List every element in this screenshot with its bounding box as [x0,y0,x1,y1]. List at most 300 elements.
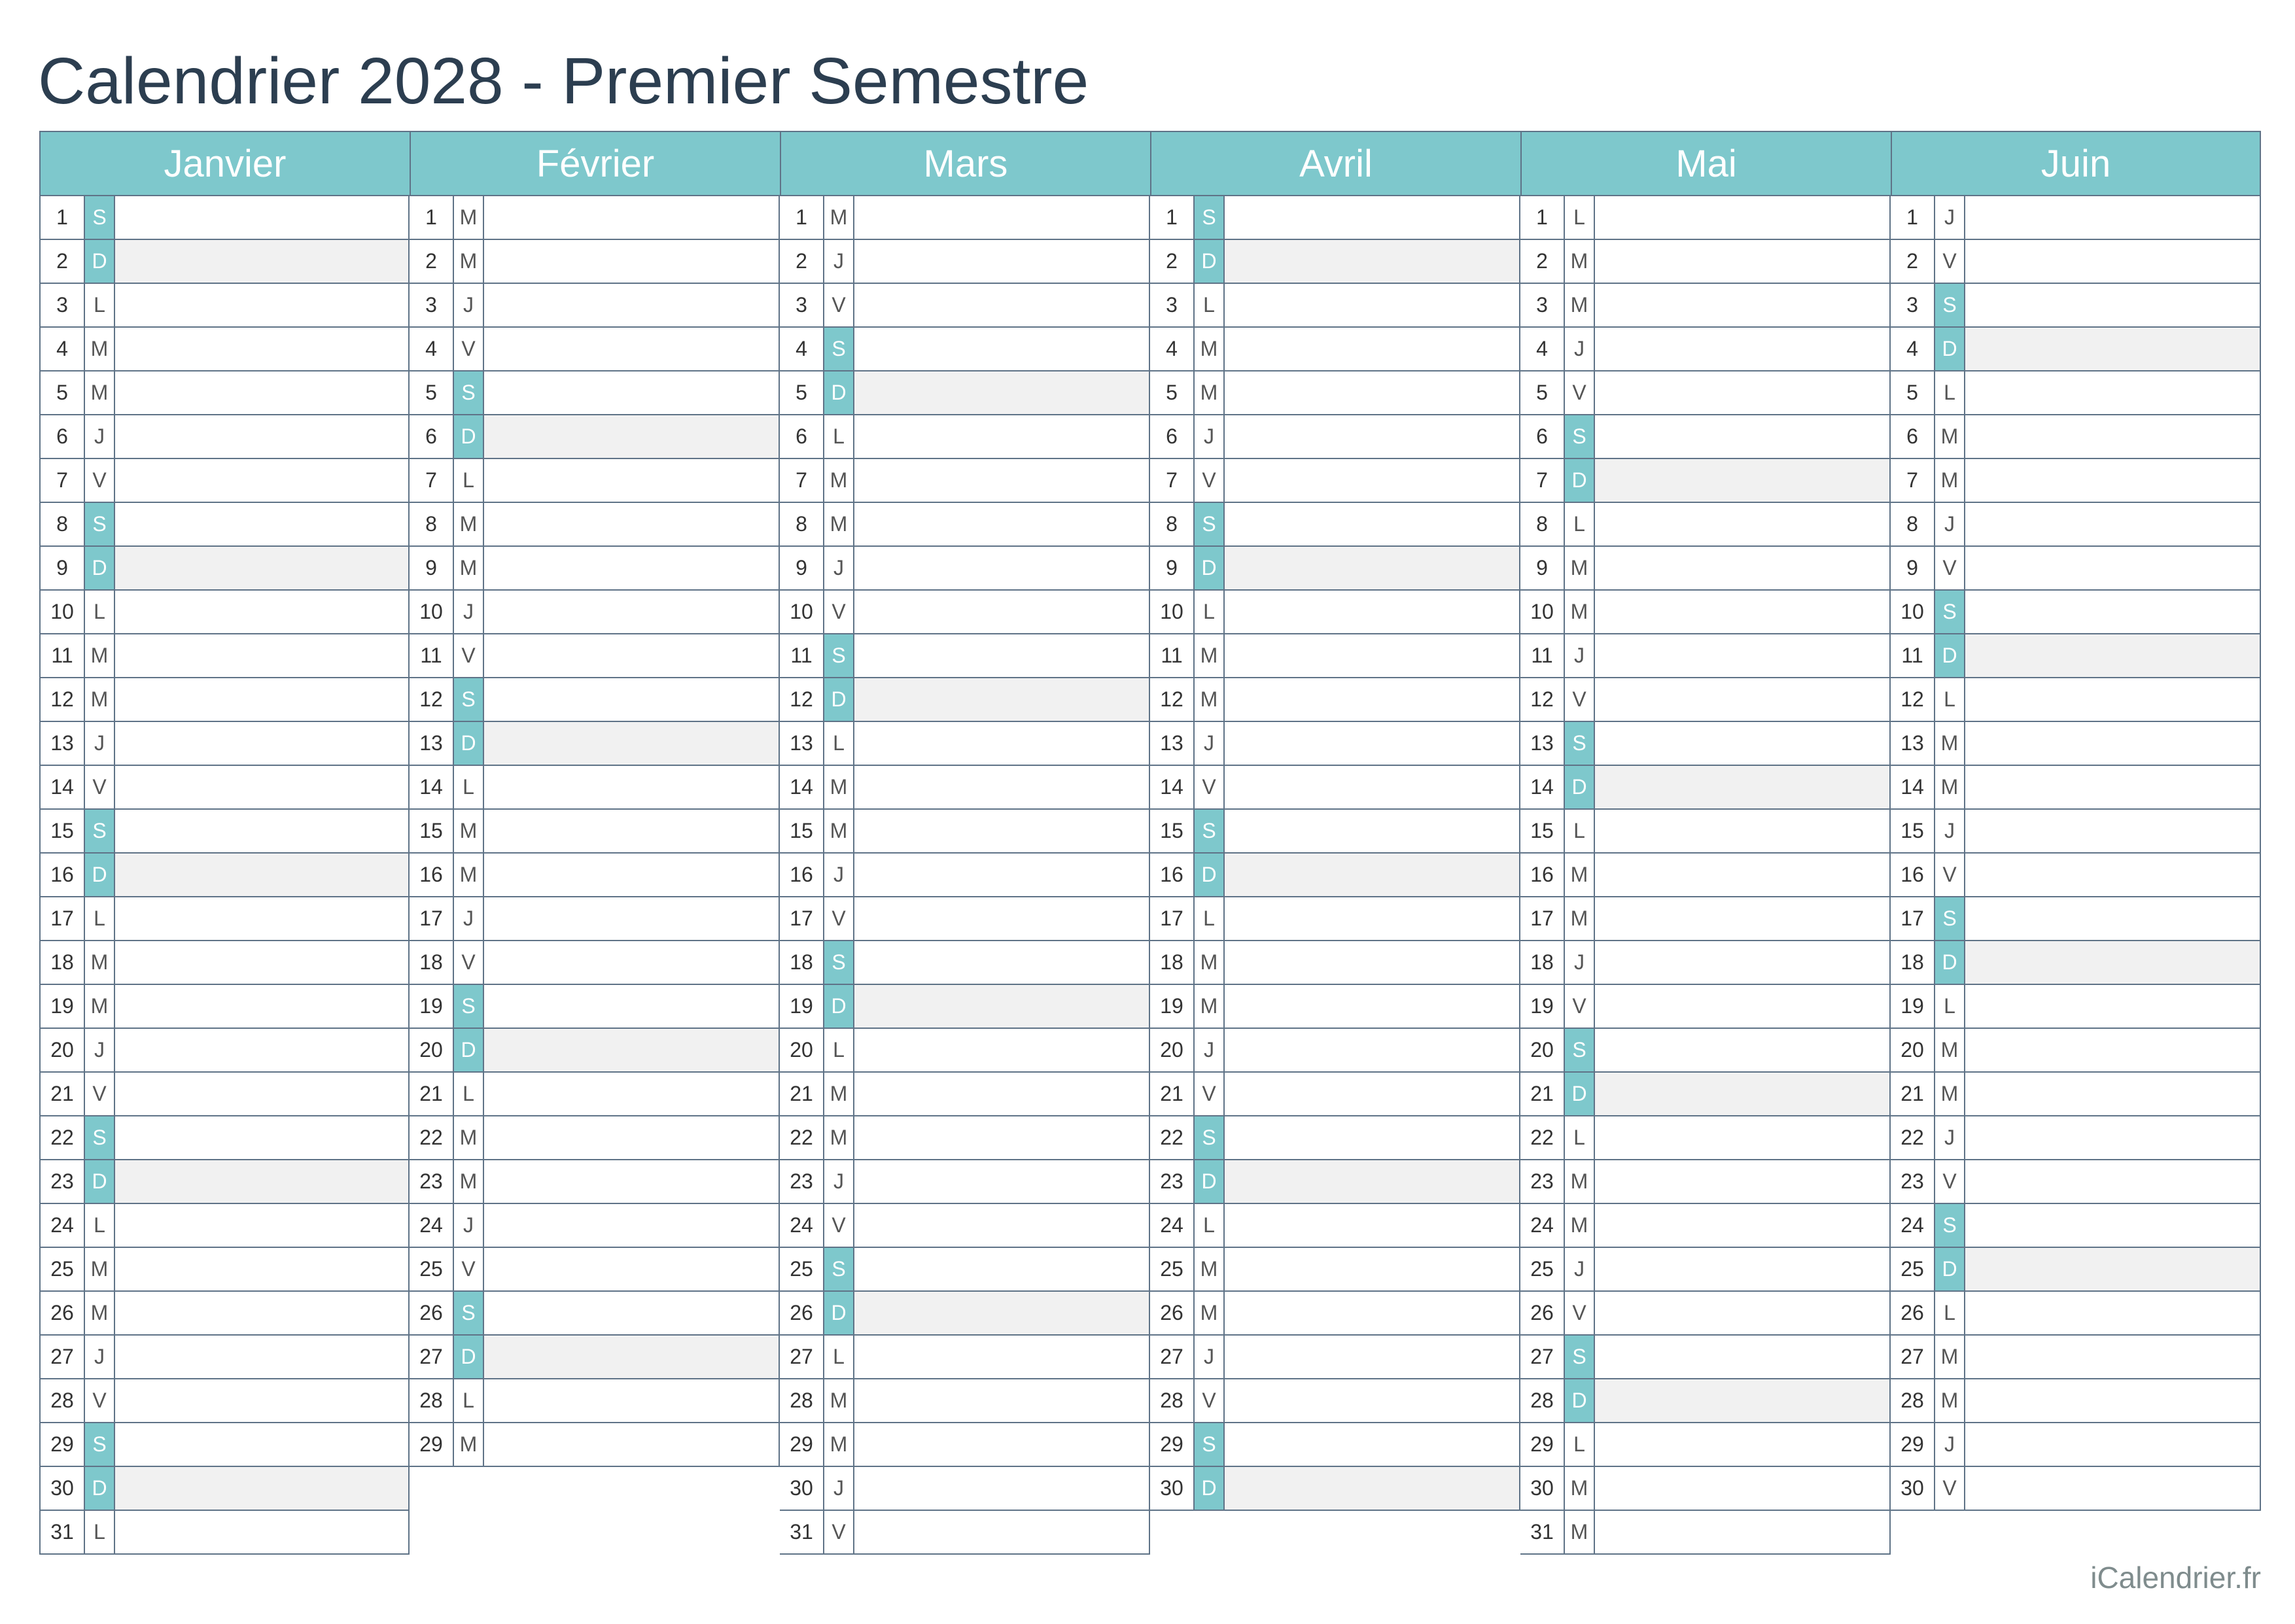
weekday-letter: D [1195,854,1225,896]
day-row [780,810,1150,854]
day-number: 4 [1520,328,1565,370]
day-number: 24 [1891,1204,1935,1247]
day-number: 1 [1891,196,1935,239]
weekday-letter: J [824,547,854,589]
day-number: 9 [1520,547,1565,589]
day-number: 5 [41,371,85,414]
note-cell [1965,1160,2260,1203]
day-row [39,1423,410,1467]
day-number: 11 [780,634,824,677]
note-cell [1595,985,1889,1028]
day-row [1150,985,1520,1029]
note-cell [1225,284,1519,326]
day-row [1520,371,1891,415]
weekday-letter: V [454,634,484,677]
weekday-letter: S [85,810,115,852]
day-number: 12 [1150,678,1195,721]
note-cell [484,897,779,940]
weekday-letter: V [454,941,484,984]
day-row [410,1379,780,1423]
weekday-letter: J [1195,1336,1225,1378]
note-cell [1965,722,2260,765]
day-number: 8 [1150,503,1195,545]
day-row [1891,1160,2261,1204]
day-number: 14 [1150,766,1195,808]
weekday-letter: M [824,503,854,545]
note-cell [115,1029,408,1071]
weekday-letter: M [1935,1379,1965,1422]
note-cell [1595,240,1889,283]
weekday-letter: L [1195,1204,1225,1247]
month-header: Avril [1150,131,1520,196]
day-number: 17 [410,897,454,940]
day-row [1150,240,1520,284]
weekday-letter: S [1935,284,1965,326]
day-number: 22 [1891,1116,1935,1159]
footer-site: iCalendrier.fr [2090,1561,2261,1595]
note-cell [115,1423,408,1466]
day-number: 23 [780,1160,824,1203]
weekday-letter: M [454,503,484,545]
weekday-letter: M [454,547,484,589]
weekday-letter: D [454,1029,484,1071]
weekday-letter: M [824,766,854,808]
weekday-letter: L [85,284,115,326]
note-cell [1595,1379,1889,1422]
day-number: 15 [1150,810,1195,852]
day-number: 19 [780,985,824,1028]
day-number: 16 [410,854,454,896]
day-number: 30 [1150,1467,1195,1510]
note-cell [1595,1467,1889,1510]
day-row [410,1160,780,1204]
note-cell [854,503,1149,545]
note-cell [854,854,1149,896]
day-number: 9 [780,547,824,589]
weekday-letter: M [454,1160,484,1203]
day-row [1150,678,1520,722]
weekday-letter: D [1565,1379,1595,1422]
day-row [780,547,1150,591]
note-cell [1965,591,2260,633]
day-row [410,371,780,415]
day-row [1891,722,2261,766]
day-number: 7 [1150,459,1195,502]
day-number: 20 [1891,1029,1935,1071]
day-row [1150,1248,1520,1292]
note-cell [1965,810,2260,852]
note-cell [484,1116,779,1159]
month-header: Mars [780,131,1150,196]
note-cell [854,240,1149,283]
note-cell [1965,1292,2260,1334]
note-cell [1595,328,1889,370]
day-row [1150,591,1520,634]
weekday-letter: L [1565,810,1595,852]
day-row [1150,722,1520,766]
day-number: 3 [41,284,85,326]
day-number: 20 [780,1029,824,1071]
note-cell [1965,371,2260,414]
day-row [780,1116,1150,1160]
weekday-letter: D [1195,1160,1225,1203]
day-number: 29 [780,1423,824,1466]
day-number: 14 [1891,766,1935,808]
day-number: 21 [410,1073,454,1115]
weekday-letter: L [1565,1423,1595,1466]
day-number: 17 [1891,897,1935,940]
day-number: 28 [410,1379,454,1422]
day-number: 14 [1520,766,1565,808]
weekday-letter: V [1195,1379,1225,1422]
day-row [1520,1073,1891,1116]
day-number: 11 [1150,634,1195,677]
note-cell [484,371,779,414]
weekday-letter: V [1195,1073,1225,1115]
note-cell [854,1292,1149,1334]
note-cell [1595,897,1889,940]
day-number: 30 [1891,1467,1935,1510]
note-cell [1225,459,1519,502]
weekday-letter: M [85,634,115,677]
weekday-letter: L [454,1073,484,1115]
note-cell [1225,1029,1519,1071]
day-row [1150,1423,1520,1467]
day-row [39,897,410,941]
day-row [780,1511,1150,1555]
day-number: 5 [410,371,454,414]
weekday-letter: M [85,1248,115,1290]
weekday-letter: V [1195,459,1225,502]
weekday-letter: L [1935,678,1965,721]
weekday-letter: M [85,678,115,721]
day-row [780,284,1150,328]
day-number: 4 [780,328,824,370]
weekday-letter: V [1935,854,1965,896]
note-cell [1225,1336,1519,1378]
month-column [1520,131,1891,1555]
weekday-letter: S [85,1116,115,1159]
note-cell [484,591,779,633]
day-number: 26 [780,1292,824,1334]
weekday-letter: V [454,328,484,370]
weekday-letter: J [1935,196,1965,239]
day-number: 13 [1150,722,1195,765]
day-row [780,328,1150,371]
note-cell [484,810,779,852]
day-number: 7 [780,459,824,502]
weekday-letter: D [824,1292,854,1334]
day-row [780,854,1150,897]
weekday-letter: J [1565,328,1595,370]
weekday-letter: M [824,1116,854,1159]
day-row [780,1160,1150,1204]
day-row [780,634,1150,678]
day-number: 20 [1150,1029,1195,1071]
day-number: 3 [410,284,454,326]
weekday-letter: D [85,1467,115,1510]
day-row [410,1248,780,1292]
day-number: 1 [1520,196,1565,239]
weekday-letter: S [1195,1423,1225,1466]
day-row [1891,766,2261,810]
weekday-letter: L [1935,371,1965,414]
day-number: 5 [1891,371,1935,414]
day-row [1891,1423,2261,1467]
note-cell [1595,1204,1889,1247]
day-row [780,240,1150,284]
note-cell [115,1248,408,1290]
note-cell [1225,810,1519,852]
day-row [39,1248,410,1292]
day-row [1150,941,1520,985]
month-column [39,131,410,1555]
weekday-letter: J [454,591,484,633]
day-number: 10 [410,591,454,633]
weekday-letter: L [85,591,115,633]
note-cell [1595,1073,1889,1115]
day-row [410,196,780,240]
day-number: 22 [41,1116,85,1159]
weekday-letter: M [824,459,854,502]
day-number: 17 [1150,897,1195,940]
day-number: 8 [41,503,85,545]
day-number: 28 [41,1379,85,1422]
note-cell [854,941,1149,984]
weekday-letter: S [85,503,115,545]
note-cell [1225,240,1519,283]
day-row [410,1116,780,1160]
day-number: 27 [1520,1336,1565,1378]
weekday-letter: J [1935,1423,1965,1466]
day-row [1891,1073,2261,1116]
day-number: 18 [1520,941,1565,984]
day-row [1520,240,1891,284]
note-cell [484,547,779,589]
weekday-letter: V [1935,1467,1965,1510]
day-number: 18 [41,941,85,984]
day-row [780,941,1150,985]
note-cell [1965,503,2260,545]
day-row [1520,547,1891,591]
weekday-letter: V [454,1248,484,1290]
month-column [1150,131,1520,1511]
note-cell [1225,941,1519,984]
weekday-letter: D [1935,634,1965,677]
note-cell [1965,897,2260,940]
day-row [1150,1160,1520,1204]
note-cell [484,415,779,458]
note-cell [1595,284,1889,326]
note-cell [854,678,1149,721]
note-cell [484,196,779,239]
weekday-letter: S [1565,1029,1595,1071]
day-number: 16 [1891,854,1935,896]
weekday-letter: M [824,810,854,852]
day-number: 6 [41,415,85,458]
weekday-letter: V [824,1204,854,1247]
note-cell [484,1379,779,1422]
weekday-letter: V [85,766,115,808]
note-cell [854,1423,1149,1466]
day-row [1150,1073,1520,1116]
weekday-letter: M [1565,897,1595,940]
day-row [1520,722,1891,766]
day-number: 26 [1891,1292,1935,1334]
day-row [780,591,1150,634]
note-cell [484,1073,779,1115]
note-cell [484,1423,779,1466]
weekday-letter: M [85,1292,115,1334]
note-cell [854,722,1149,765]
day-row [1520,196,1891,240]
day-number: 15 [1891,810,1935,852]
day-row [410,328,780,371]
weekday-letter: M [824,1379,854,1422]
note-cell [115,854,408,896]
note-cell [1595,547,1889,589]
note-cell [484,1029,779,1071]
weekday-letter: J [85,1029,115,1071]
note-cell [484,1336,779,1378]
day-row [410,591,780,634]
note-cell [115,766,408,808]
day-number: 23 [1891,1160,1935,1203]
day-number: 10 [780,591,824,633]
weekday-letter: L [454,766,484,808]
day-row [1891,854,2261,897]
note-cell [1225,722,1519,765]
weekday-letter: M [85,371,115,414]
note-cell [484,1160,779,1203]
page-title: Calendrier 2028 - Premier Semestre [38,44,1089,118]
weekday-letter: S [1195,196,1225,239]
day-row [1150,196,1520,240]
day-number: 16 [41,854,85,896]
weekday-letter: M [1935,415,1965,458]
day-number: 4 [1891,328,1935,370]
note-cell [1595,854,1889,896]
note-cell [854,1336,1149,1378]
weekday-letter: M [824,1423,854,1466]
day-row [1150,634,1520,678]
note-cell [115,547,408,589]
weekday-letter: L [824,1336,854,1378]
weekday-letter: M [1565,1511,1595,1553]
day-row [1891,1116,2261,1160]
day-row [39,985,410,1029]
note-cell [1595,371,1889,414]
weekday-letter: M [1565,240,1595,283]
day-row [1150,328,1520,371]
day-number: 30 [1520,1467,1565,1510]
day-row [1150,1292,1520,1336]
weekday-letter: L [1565,196,1595,239]
weekday-letter: S [824,941,854,984]
note-cell [484,503,779,545]
day-row [39,810,410,854]
day-row [1520,459,1891,503]
day-row [1520,854,1891,897]
day-number: 6 [780,415,824,458]
weekday-letter: D [1935,941,1965,984]
day-number: 24 [1520,1204,1565,1247]
note-cell [1595,1423,1889,1466]
weekday-letter: J [454,284,484,326]
note-cell [1225,1467,1519,1510]
weekday-letter: D [824,678,854,721]
day-number: 17 [1520,897,1565,940]
weekday-letter: J [1565,634,1595,677]
day-number: 21 [780,1073,824,1115]
note-cell [1965,415,2260,458]
weekday-letter: M [1565,854,1595,896]
weekday-letter: S [454,371,484,414]
note-cell [1965,1336,2260,1378]
day-row [780,1379,1150,1423]
day-number: 25 [41,1248,85,1290]
note-cell [854,766,1149,808]
weekday-letter: M [85,328,115,370]
weekday-letter: S [85,1423,115,1466]
day-row [1520,1423,1891,1467]
day-number: 14 [410,766,454,808]
calendar-grid [39,131,2261,1555]
day-number: 22 [410,1116,454,1159]
day-number: 3 [1150,284,1195,326]
note-cell [1965,634,2260,677]
day-number: 29 [41,1423,85,1466]
day-number: 18 [410,941,454,984]
day-number: 7 [41,459,85,502]
day-number: 2 [410,240,454,283]
note-cell [115,196,408,239]
note-cell [1965,985,2260,1028]
day-number: 15 [780,810,824,852]
day-row [1891,196,2261,240]
note-cell [854,1248,1149,1290]
note-cell [854,415,1149,458]
note-cell [1225,854,1519,896]
weekday-letter: M [1565,1160,1595,1203]
weekday-letter: L [824,722,854,765]
note-cell [484,766,779,808]
day-number: 10 [1520,591,1565,633]
weekday-letter: J [1935,503,1965,545]
day-row [1520,1292,1891,1336]
note-cell [115,634,408,677]
day-row [1520,591,1891,634]
day-row [39,634,410,678]
note-cell [1965,678,2260,721]
day-number: 16 [780,854,824,896]
day-number: 27 [1150,1336,1195,1378]
weekday-letter: J [1565,941,1595,984]
day-row [780,371,1150,415]
note-cell [1595,1511,1889,1553]
note-cell [484,1204,779,1247]
note-cell [1225,415,1519,458]
note-cell [1965,1467,2260,1510]
note-cell [1225,634,1519,677]
weekday-letter: M [454,196,484,239]
weekday-letter: M [454,810,484,852]
day-number: 6 [1891,415,1935,458]
day-row [780,1423,1150,1467]
day-row [410,1336,780,1379]
note-cell [1965,1029,2260,1071]
day-number: 21 [41,1073,85,1115]
